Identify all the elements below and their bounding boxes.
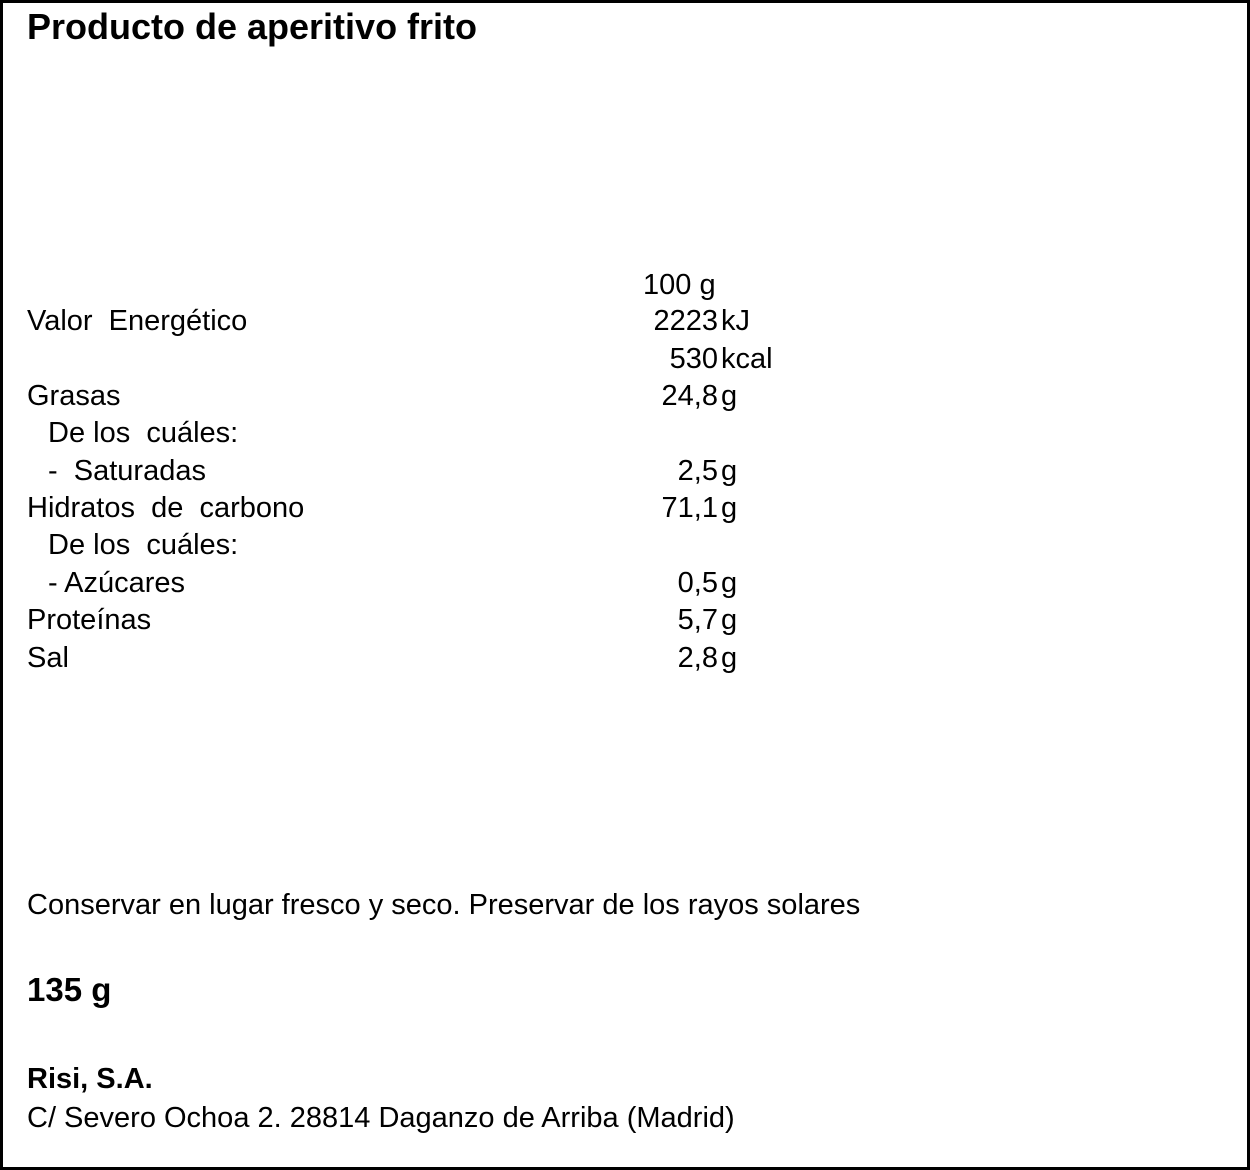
company-name: Risi, S.A. — [27, 1063, 153, 1095]
energy-kj-unit: kJ — [721, 305, 750, 337]
nutrient-value-sugars: 0,5 — [677, 567, 718, 599]
energy-kcal-value: 530 — [669, 343, 718, 375]
nutrient-label-salt: Sal — [27, 642, 69, 674]
energy-kcal-unit: kcal — [721, 343, 773, 375]
nutrient-unit-fat: g — [721, 380, 738, 412]
nutrient-sublabel-carbs: De los cuáles: — [48, 529, 239, 561]
nutrition-header: 100 g — [643, 269, 716, 301]
nutrient-label-saturated: - Saturadas — [48, 455, 206, 487]
nutrient-label-carbs: Hidratos de carbono — [27, 492, 305, 524]
product-title: Producto de aperitivo frito — [27, 6, 478, 47]
nutrient-unit-sugars: g — [721, 567, 738, 599]
nutrient-value-protein: 5,7 — [677, 604, 718, 636]
nutrient-value-salt: 2,8 — [677, 642, 718, 674]
nutrient-unit-protein: g — [721, 604, 738, 636]
nutrient-label-protein: Proteínas — [27, 604, 152, 636]
nutrient-unit-carbs: g — [721, 492, 738, 524]
nutrient-value-fat: 24,8 — [661, 380, 718, 412]
nutrient-label-fat: Grasas — [27, 380, 121, 412]
energy-kj-value: 2223 — [653, 305, 718, 337]
nutrient-label-sugars: - Azúcares — [48, 567, 185, 599]
nutrient-value-carbs: 71,1 — [661, 492, 718, 524]
nutrient-unit-salt: g — [721, 642, 738, 674]
nutrient-unit-saturated: g — [721, 455, 738, 487]
energy-label: Valor Energético — [27, 305, 248, 337]
company-address: C/ Severo Ochoa 2. 28814 Daganzo de Arriba (Madrid) — [27, 1102, 735, 1134]
storage-instructions: Conservar en lugar fresco y seco. Preservar de los rayos solares — [27, 889, 861, 921]
nutrient-value-saturated: 2,5 — [677, 455, 718, 487]
nutrient-sublabel-fat: De los cuáles: — [48, 417, 239, 449]
net-weight: 135 g — [27, 971, 112, 1008]
